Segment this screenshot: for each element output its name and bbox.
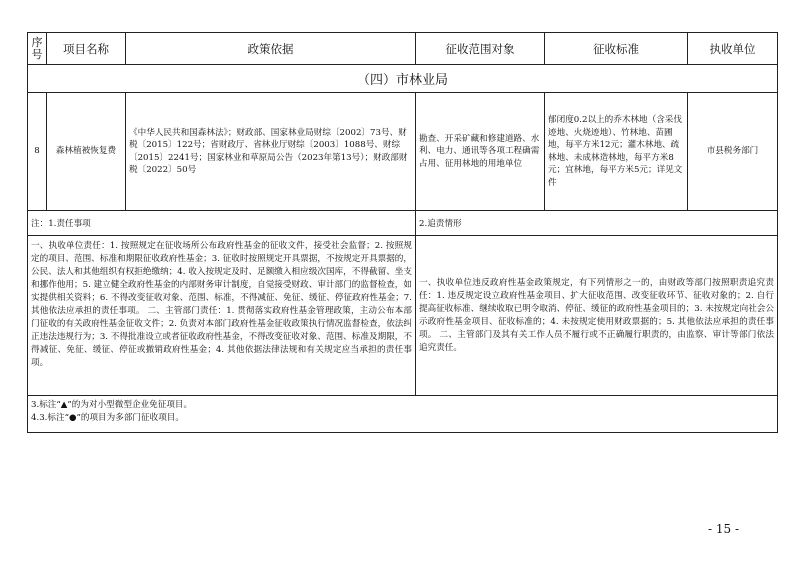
row-standard: 郁闭度0.2以上的乔木林地（含采伐迹地、火烧迹地）、竹林地、苗圃地，每平方米12元；灌木林地、疏林地、未成林造林地，每平方米8元；宜林地，每平方米5元；详见文件 xyxy=(545,93,688,211)
note-right-body: 一、执收单位违反政府性基金政策规定，有下列情形之一的，由财政等部门按照职责追究责任：1. 违反规定设立政府性基金项目、扩大征收范围、改变征收环节、征收对象的；2. 自行提高征收标准、继续收取已明令取消、停征、缓征的政府性基金项目的；3. 未按规定向社会公示政府性基金项目、征收标准的；4. 未按规定使用财政票据的；5. 其他依法应承担的责任事项。 二、主管部门及其有关工作人员不履行或不正确履行职责的，由监察、审计等部门依法追究责任。 xyxy=(416,236,778,396)
header-seq: 序号 xyxy=(28,33,47,65)
header-scope: 征收范围对象 xyxy=(416,33,545,65)
note-title-row xyxy=(28,211,778,236)
footer-row xyxy=(28,396,778,433)
header-unit: 执收单位 xyxy=(688,33,778,65)
header-basis: 政策依据 xyxy=(126,33,416,65)
header-name: 项目名称 xyxy=(47,33,126,65)
footer-note-2: 4.3.标注“●”的项目为多部门征收项目。 xyxy=(31,412,184,423)
header-row xyxy=(28,33,778,65)
note-right-title: 2.追责情形 xyxy=(416,211,778,236)
row-scope: 勘查、开采矿藏和修建道路、水利、电力、通讯等各项工程确需占用、征用林地的用地单位 xyxy=(416,93,545,211)
row-unit: 市县税务部门 xyxy=(688,93,778,211)
footer-note-1: 3.标注“▲”的为对小型微型企业免征项目。 xyxy=(31,400,193,410)
footer-notes xyxy=(28,396,778,433)
note-body-row xyxy=(28,236,778,396)
note-left-body: 一、执收单位责任：1. 按照规定在征收场所公布政府性基金的征收文件，接受社会监督；2. 按照规定的项目、范围、标准和期限征收政府性基金；3. 征收时按照规定开具票据，不按规定开具票据的，公民、法人和其他组织有权拒绝缴纳；4. 收入按规定及时、足额缴入相应级次国库，不得截留、坐支和挪作他用；5. 建立健全政府性基金的内部财务审计制度，自觉接受财政、审计部门的监督检查，如实提供相关资料；6. 不得改变征收对象、范围、标准，不得减征、免征、缓征、停征政府性基金；7. 其他依法应承担的责任事项。 二、主管部门责任：1. 贯彻落实政府性基金管理政策，主动公布本部门征收的有关政府性基金征收文件；2. 负责对本部门政府性基金征收政策执行情况监督检查，依法纠正违法违规行为；3. 不得批准设立或者征收政府性基金，不得改变征收对象、范围、标准及期限，不得减征、免征、缓征、停征或撤销政府性基金；4. 其他依据法律法规和有关规定应当承担的责任事项。 xyxy=(28,236,416,396)
fee-table xyxy=(27,32,778,433)
page-number: - 15 - xyxy=(708,522,740,536)
section-title: （四）市林业局 xyxy=(28,65,778,93)
table-row xyxy=(28,93,778,211)
row-name: 森林植被恢复费 xyxy=(47,93,126,211)
row-basis: 《中华人民共和国森林法》；财政部、国家林业局财综〔2002〕73号、财税〔2015〕122号；省财政厅、省林业厅财综〔2003〕1088号、财综〔2015〕2241号；国家林业和草原局公告（2023年第13号）；财政部财税〔2022〕50号 xyxy=(126,93,416,211)
header-standard: 征收标准 xyxy=(545,33,688,65)
note-left-title: 注：1.责任事项 xyxy=(28,211,416,236)
section-row xyxy=(28,65,778,93)
row-seq: 8 xyxy=(28,93,47,211)
